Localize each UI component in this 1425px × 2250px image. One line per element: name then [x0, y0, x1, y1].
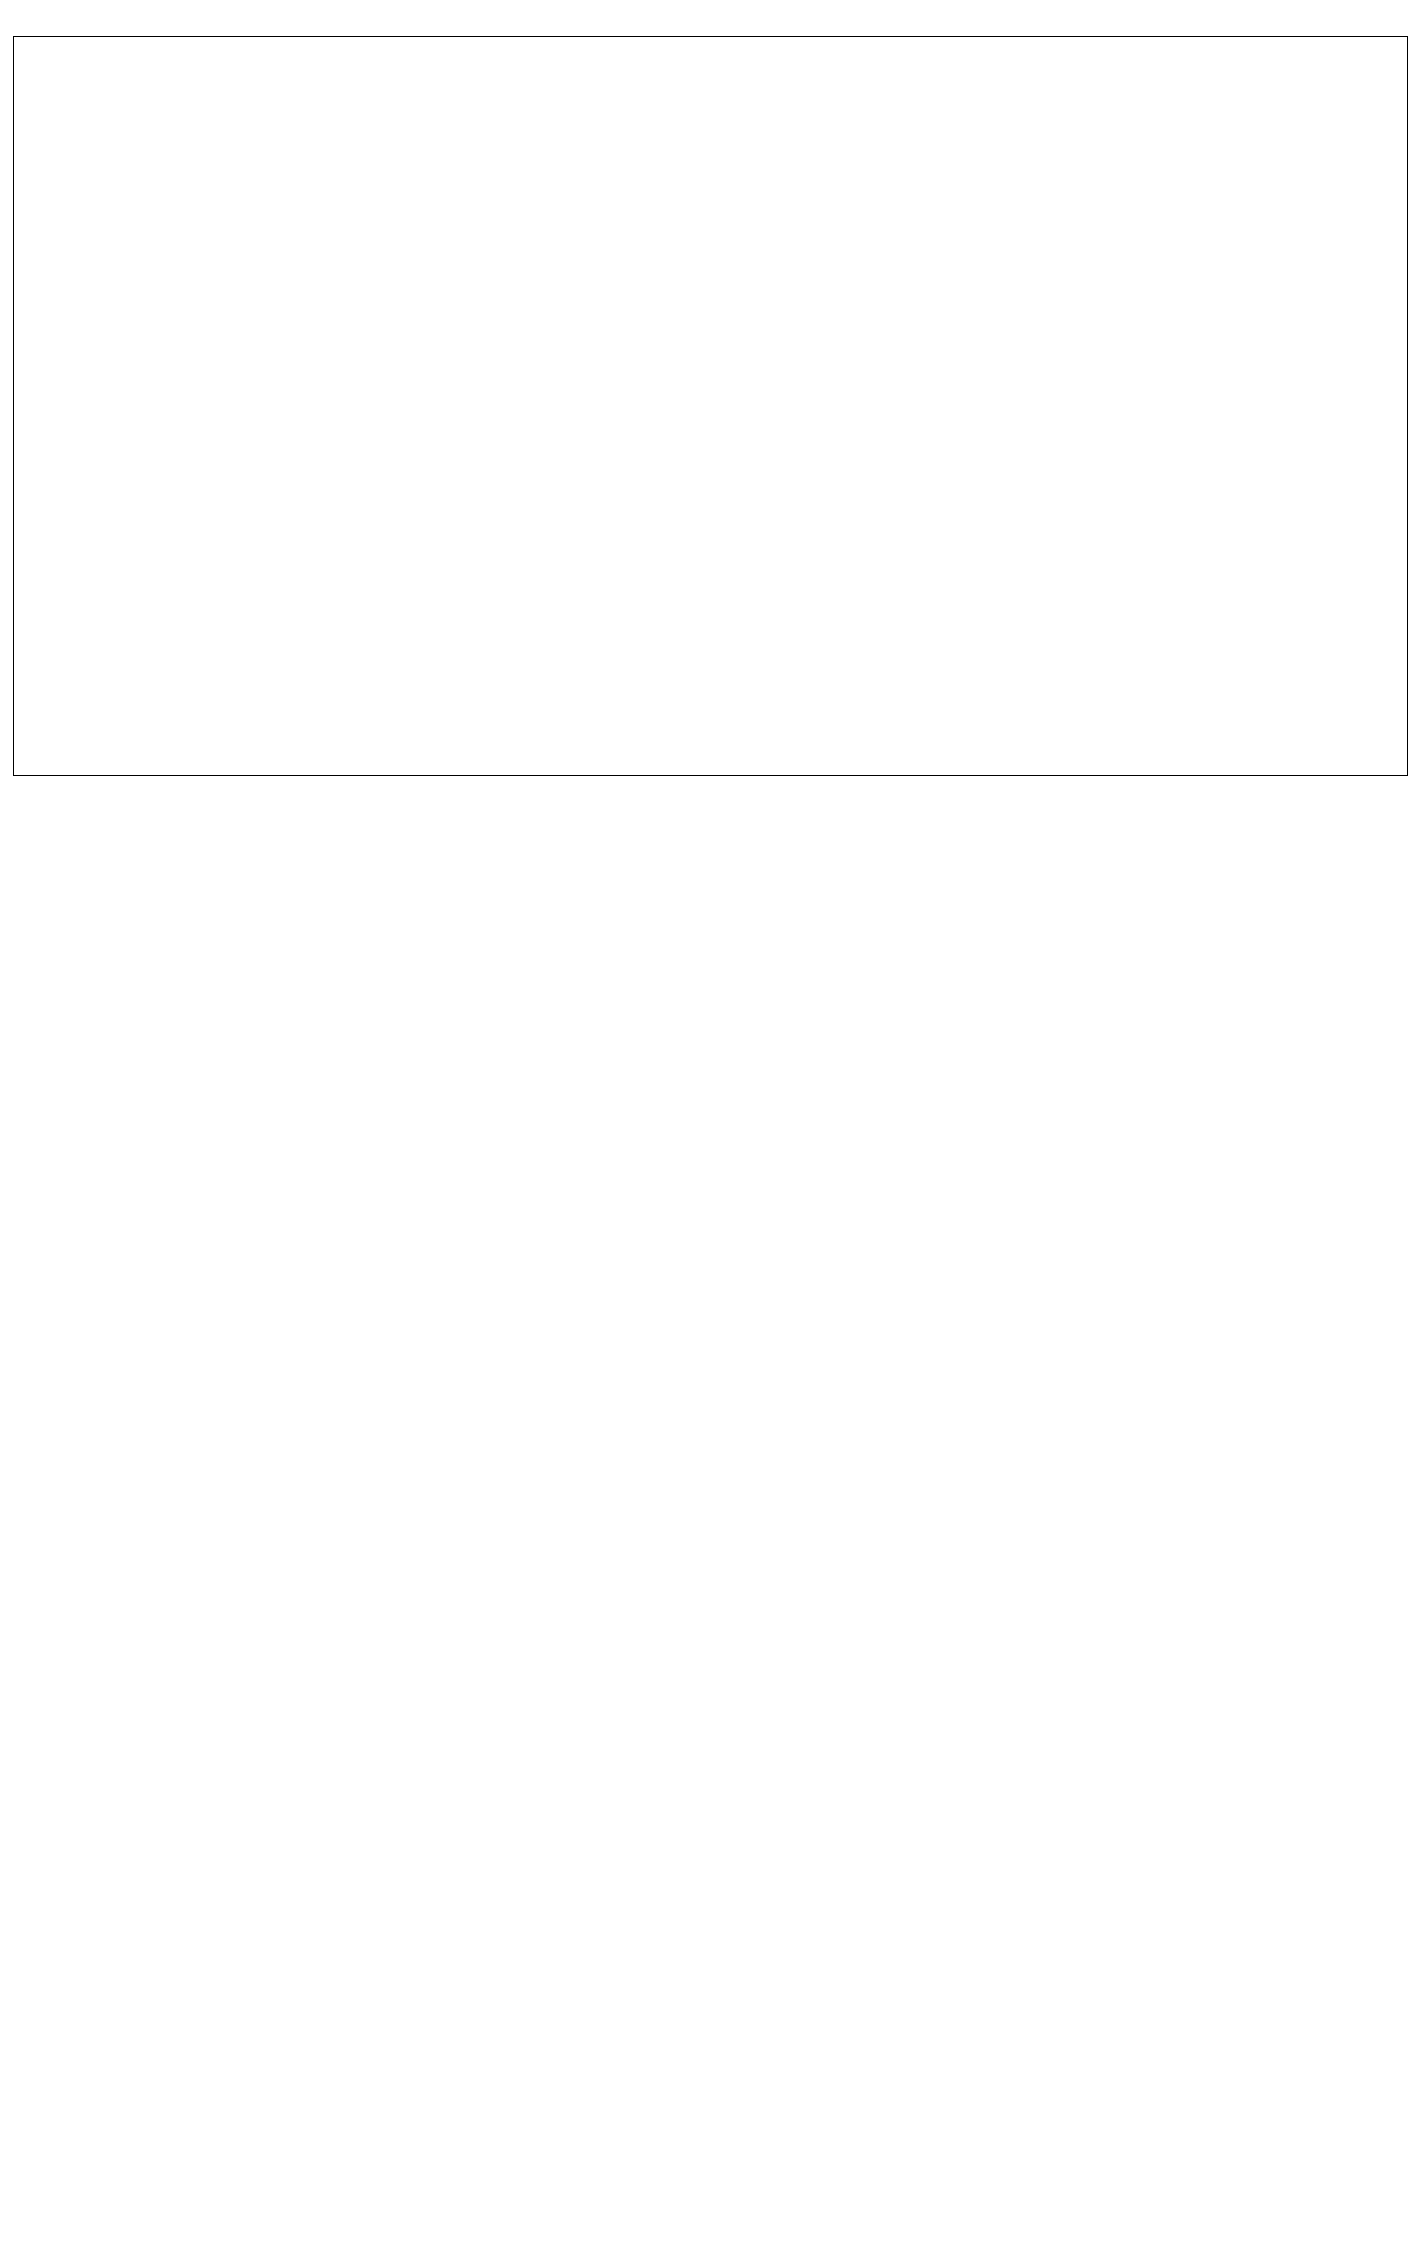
- world-map-down: [14, 37, 1407, 775]
- map-panel-down-footprints: [13, 36, 1408, 776]
